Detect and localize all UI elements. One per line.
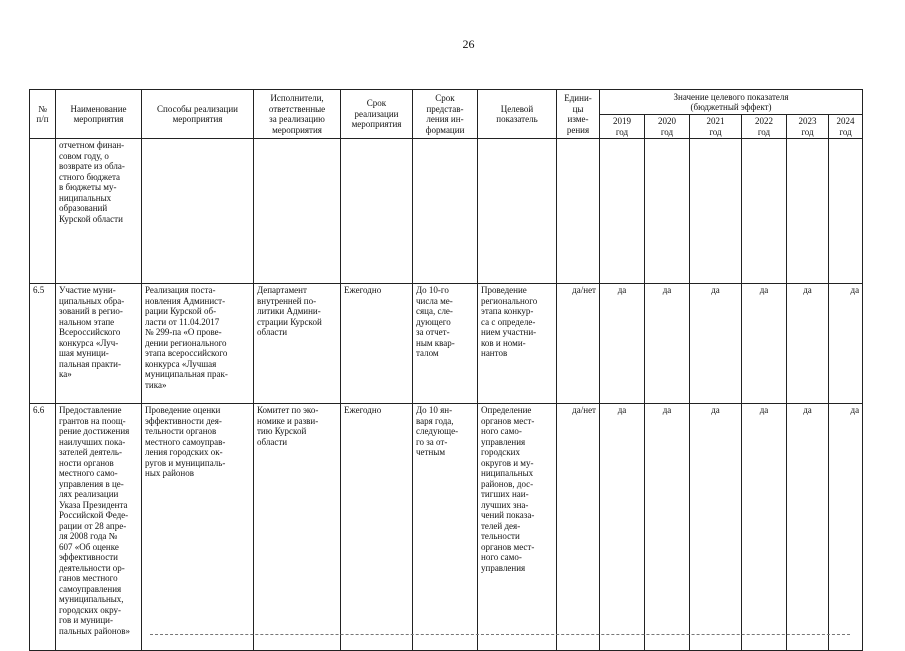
cell-value: да xyxy=(645,284,690,404)
cell-executors: Комитет по эко- номике и разви- тию Курской области xyxy=(254,404,341,651)
cell-term: Ежегодно xyxy=(341,284,413,404)
header-name: Наименование мероприятия xyxy=(56,90,142,139)
cell-num: 6.6 xyxy=(30,404,56,651)
cell-name: Предоставление грантов на поощ- рение достижения наилучших пока- зателей деятель- ности органов местного само- управления в це- лях реализации Указа Президента Российской Феде- рации от 28 апре- ля 2008 года № 607 «Об оценке эффективности деятельности ор- ганов местного самоуправления муниципальных, городских окру- гов и муници- пальных районов» xyxy=(56,404,142,651)
cell-unit: да/нет xyxy=(557,404,600,651)
cell-name: Участие муни- ципальных обра- зований в регио- нальном этапе Всероссийского конкурса «Луч- шая муници- пальная практи- ка» xyxy=(56,284,142,404)
cell-methods: Реализация поста- новления Админист- рации Курской об- ласти от 11.04.2017 № 299-па «О прове- дении регионального этапа всероссийского конкурса «Лучшая муниципальная прак- тика» xyxy=(142,284,254,404)
cell-term: Ежегодно xyxy=(341,404,413,651)
cell-value xyxy=(645,139,690,284)
header-indicator: Целевой показатель xyxy=(478,90,557,139)
header-term: Срок реализации мероприятия xyxy=(341,90,413,139)
scan-edge-line xyxy=(150,634,850,635)
cell-methods: Проведение оценки эффективности дея- тельности органов местного самоуправ- ления городских ок- ругов и муниципаль- ных районов xyxy=(142,404,254,651)
table-header xyxy=(30,90,863,139)
cell-value xyxy=(829,139,863,284)
cell-report: До 10 ян- варя года, следующе- го за от- четным xyxy=(413,404,478,651)
cell-indicator xyxy=(478,139,557,284)
cell-term xyxy=(341,139,413,284)
header-year: 2022 год xyxy=(742,115,787,139)
header-target-group: Значение целевого показателя (бюджетный эффект) xyxy=(600,90,863,115)
cell-value: да xyxy=(742,404,787,651)
cell-executors: Департамент внутренней по- литики Админи- страции Курской области xyxy=(254,284,341,404)
header-year: 2019 год xyxy=(600,115,645,139)
cell-value: да xyxy=(787,284,829,404)
cell-report xyxy=(413,139,478,284)
cell-value: да xyxy=(829,284,863,404)
header-year: 2021 год xyxy=(690,115,742,139)
cell-value xyxy=(600,139,645,284)
cell-value: да xyxy=(787,404,829,651)
cell-unit xyxy=(557,139,600,284)
page-number: 26 xyxy=(462,37,475,51)
cell-num: 6.5 xyxy=(30,284,56,404)
cell-value: да xyxy=(600,284,645,404)
cell-value xyxy=(690,139,742,284)
cell-value: да xyxy=(829,404,863,651)
cell-methods xyxy=(142,139,254,284)
header-year: 2020 год xyxy=(645,115,690,139)
cell-name: отчетном финан- совом году, о возврате из обла- стного бюджета в бюджеты му- ниципальных образований Курской области xyxy=(56,139,142,284)
cell-value: да xyxy=(690,284,742,404)
header-executors: Исполнители, ответственные за реализацию мероприятия xyxy=(254,90,341,139)
cell-value: да xyxy=(645,404,690,651)
cell-executors xyxy=(254,139,341,284)
cell-value xyxy=(787,139,829,284)
table-row-continuation xyxy=(30,139,863,284)
table-row-6-5 xyxy=(30,284,863,404)
header-year: 2023 год xyxy=(787,115,829,139)
cell-value: да xyxy=(690,404,742,651)
cell-value: да xyxy=(600,404,645,651)
cell-value xyxy=(742,139,787,284)
header-num: № п/п xyxy=(30,90,56,139)
header-unit: Едини- цы изме- рения xyxy=(557,90,600,139)
header-report: Срок представ- ления ин- формации xyxy=(413,90,478,139)
cell-num xyxy=(30,139,56,284)
cell-indicator: Проведение регионального этапа конкур- са с определе- нием участни- ков и номи- нантов xyxy=(478,284,557,404)
table-row-6-6 xyxy=(30,404,863,651)
cell-value: да xyxy=(742,284,787,404)
header-methods: Способы реализации мероприятия xyxy=(142,90,254,139)
cell-indicator: Определение органов мест- ного само- управления городских округов и му- ниципальных районов, дос- тигших наи- лучших зна- чений показа- телей дея- тельности органов мест- ного само- управления xyxy=(478,404,557,651)
cell-unit: да/нет xyxy=(557,284,600,404)
header-year: 2024 год xyxy=(829,115,863,139)
cell-report: До 10-го числа ме- сяца, сле- дующего за отчет- ным квар- талом xyxy=(413,284,478,404)
measures-table xyxy=(29,89,863,651)
